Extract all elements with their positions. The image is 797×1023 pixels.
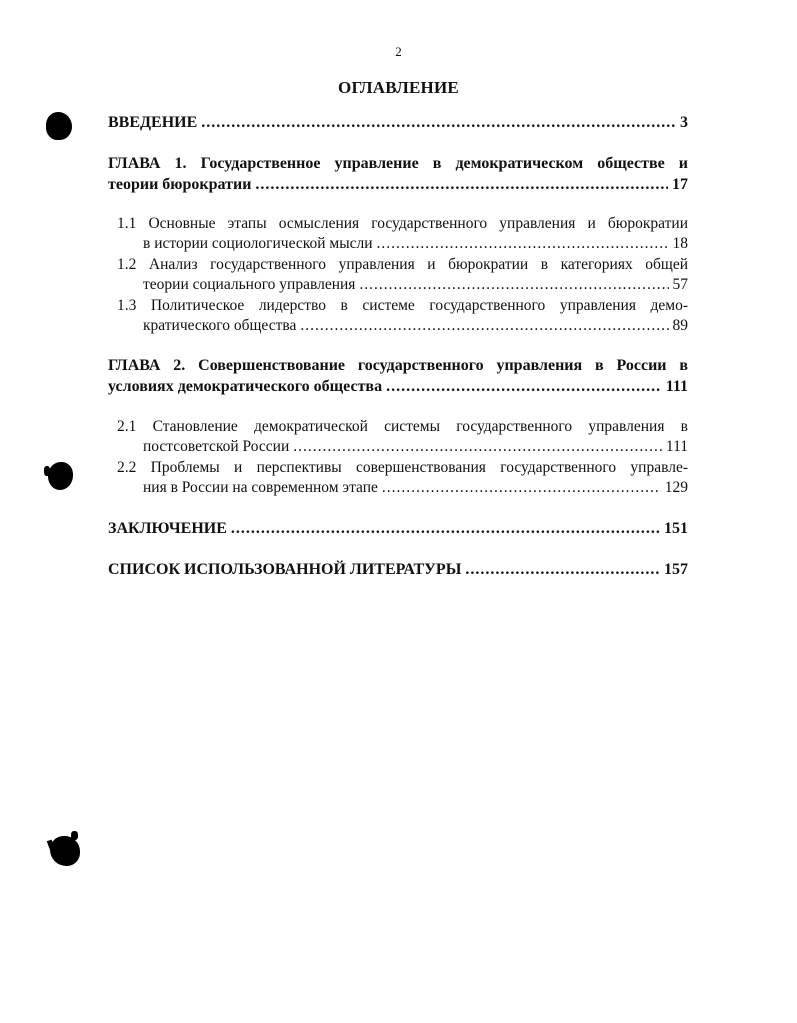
dot-leader (382, 478, 661, 498)
toc-entry-bibliography[interactable] (108, 559, 688, 580)
dot-leader (255, 174, 668, 195)
toc-entry-section-2-2[interactable] (117, 458, 688, 498)
toc-entry-label: ГЛАВА 1. Государственное управление в демократическом обществе и (108, 155, 688, 172)
toc-entry-label: СПИСОК ИСПОЛЬЗОВАННОЙ ЛИТЕРАТУРЫ (108, 561, 462, 578)
punch-hole-fragment (44, 466, 50, 476)
toc-page-number: 111 (665, 438, 688, 455)
toc-entry-label: 1.3 Политическое лидерство в системе государственного управления демо- (117, 297, 688, 314)
toc-entry-chapter-1[interactable] (108, 153, 688, 195)
toc-entry-label: 1.1 Основные этапы осмысления государственного управления и бюрократии (117, 215, 688, 232)
toc-entry-section-2-1[interactable] (117, 417, 688, 457)
toc-entry-section-1-2[interactable] (117, 255, 688, 295)
dot-leader (465, 559, 660, 580)
toc-page-number: 111 (665, 378, 688, 395)
toc-entry-label-continued: постсоветской России (143, 438, 290, 455)
toc-entry-label-continued: ния в России на современном этапе (143, 479, 378, 496)
dot-leader (359, 275, 668, 295)
toc-page-number: 3 (680, 114, 688, 131)
toc-entry-section-1-1[interactable] (117, 214, 688, 254)
toc-entry-section-1-3[interactable] (117, 296, 688, 336)
toc-entry-label: 2.1 Становление демократической системы государственного управления в (117, 418, 688, 435)
toc-entry-label-continued: в истории социологической мысли (143, 235, 373, 252)
toc-page-number: 157 (664, 561, 688, 578)
toc-entry-label: ЗАКЛЮЧЕНИЕ (108, 520, 227, 537)
toc-page-number: 17 (672, 176, 688, 193)
dot-leader (231, 518, 660, 539)
toc-entry-chapter-2[interactable] (108, 355, 688, 397)
toc-entry-label-continued: теории социального управления (143, 276, 356, 293)
dot-leader (386, 376, 662, 397)
toc-page-number: 151 (664, 520, 688, 537)
toc-entry-label: ВВЕДЕНИЕ (108, 114, 198, 131)
toc-entry-label: 2.2 Проблемы и перспективы совершенствования государственного управле- (117, 459, 688, 476)
toc-page-number: 57 (672, 276, 688, 293)
toc-entry-introduction[interactable] (108, 112, 688, 133)
toc-entry-label-continued: теории бюрократии (108, 176, 252, 193)
toc-page-number: 89 (672, 317, 688, 334)
toc-entry-label-continued: условиях демократического общества (108, 378, 383, 395)
toc-entry-label-continued: кратического общества (143, 317, 297, 334)
page-number: 2 (395, 44, 402, 59)
page-title: ОГЛАВЛЕНИЕ (338, 78, 459, 97)
dot-leader (201, 112, 676, 133)
punch-hole-fragment (71, 831, 78, 840)
punch-hole-mark-middle (48, 462, 73, 490)
dot-leader (300, 316, 668, 336)
dot-leader (293, 437, 662, 457)
toc-page-number: 129 (664, 479, 688, 496)
punch-hole-mark-top (46, 112, 72, 140)
toc-entry-label: ГЛАВА 2. Совершенствование государственного управления в России в (108, 357, 688, 374)
toc-page-number: 18 (672, 235, 688, 252)
toc-entry-conclusion[interactable] (108, 518, 688, 539)
dot-leader (377, 234, 669, 254)
toc-entry-label: 1.2 Анализ государственного управления и бюрократии в категориях общей (117, 256, 688, 273)
